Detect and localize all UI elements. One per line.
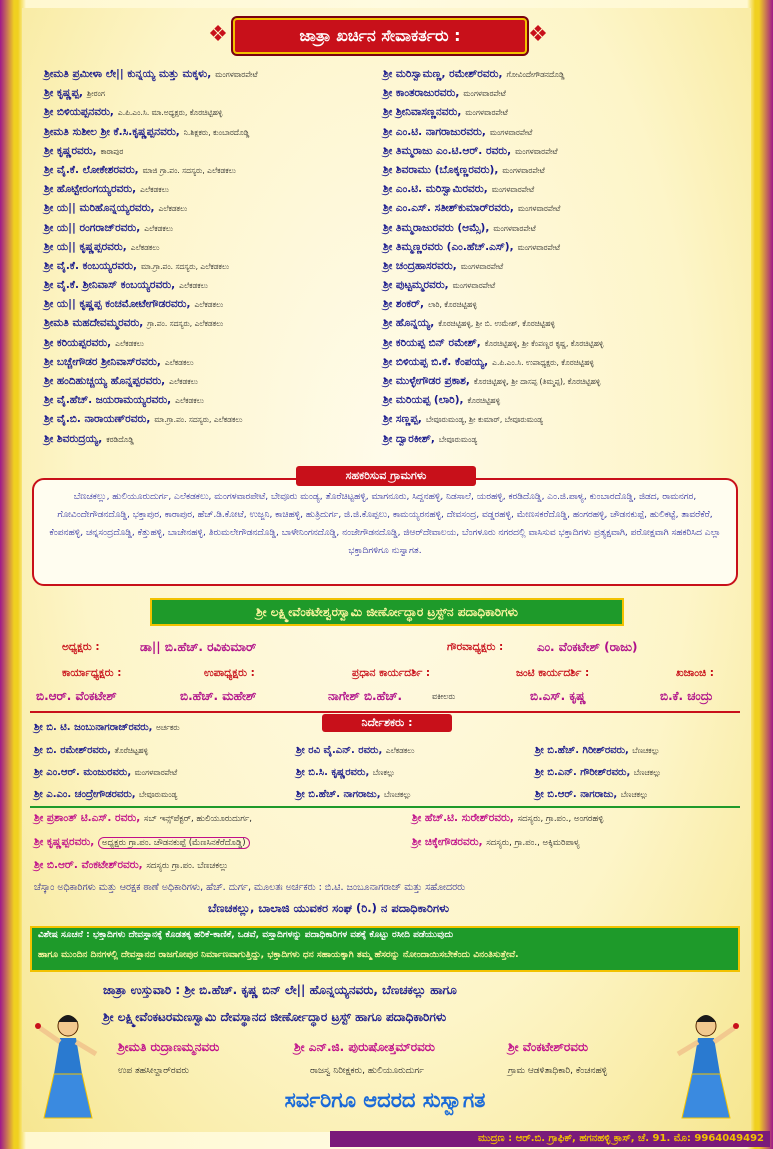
sponsor-name: ಶ್ರೀ ಕರಿಯಪ್ಪರವರು,: [44, 336, 112, 349]
trust-title: ಶ್ರೀ ಲಕ್ಷ್ಮೀವೆಂಕಟೇಶ್ವರಸ್ವಾಮಿ ಜೀರ್ಣೋದ್ಧಾರ ಟ್ರಸ್ಟ್‌ನ ಪದಾಧಿಕಾರಿಗಳು: [150, 598, 624, 626]
youth-association-line: ಬೆಣಚಕಲ್ಲು, ಬಾಲಾಜಿ ಯುವಕರ ಸಂಘ (ರಿ.) ನ ಪದಾಧಿಕಾರಿಗಳು: [208, 901, 450, 915]
guest-name: ಶ್ರೀ ವೆಂಕಟೇಶ್‌ರವರು: [508, 1040, 589, 1054]
exec-president-label: ಕಾರ್ಯಾಧ್ಯಕ್ಷರು :: [62, 667, 122, 679]
sponsor-name: ಶ್ರೀ ಶ್ರೀನಿವಾಸಣ್ಣನವರು,: [383, 106, 462, 119]
director-item: ಶ್ರೀ ಎ.ಎಂ. ಚಂದ್ರೇಗೌಡರವರು, ಬೇವೂರುಮಂಡ್ಯ: [34, 789, 178, 800]
joint-secretary-label: ಜಂಟಿ ಕಾರ್ಯದರ್ಶಿ :: [516, 667, 590, 679]
sponsor-row: [44, 375, 258, 394]
director-item: ಶ್ರೀ ಬಿ.ಆರ್. ನಾಗರಾಜು, ಬೆಣಚಕಲ್ಲು: [535, 789, 649, 800]
sponsor-location: ಮಾ.ಗ್ರಾ.ಪಂ. ಸದಸ್ಯರು, ಎಲೆಕಡಕಲು: [140, 261, 230, 271]
hon-president-name: ಎಂ. ವೆಂಕಟೇಶ್ (ರಾಜು): [537, 640, 638, 654]
director-item: ಶ್ರೀ ರವಿ ವೈ.ಎನ್. ರವರು, ಎಲೆಕಡಕಲು: [296, 745, 415, 756]
sponsor-name: ಶ್ರೀ ಚಂದ್ರಹಾಸರವರು,: [383, 259, 457, 272]
sponsor-location: ಎಲೆಕಡಕಲು: [144, 223, 173, 233]
sponsor-location: ಕೊರಚಿಟ್ಟಿಹಳ್ಳಿ: [467, 396, 501, 406]
sponsor-location: ಎಲೆಕಡಕಲು: [140, 185, 169, 195]
sponsor-row: [383, 394, 603, 413]
dancer-left-icon: [26, 1008, 106, 1124]
sponsor-row: [44, 68, 258, 87]
sponsor-name: ಶ್ರೀ ಎಂ.ಟಿ. ಮರಿಸ್ವಾಮಿರವರು,: [383, 183, 488, 196]
hon-president-label: ಗೌರವಾಧ್ಯಕ್ಷರು :: [447, 641, 504, 653]
sponsor-name: ಶ್ರೀ ಬಿಳಿಯಪ್ಪ ಬಿ.ಕೆ. ಕೆಂಪಯ್ಯ,: [383, 355, 489, 368]
director-item: ಶ್ರೀ ಬಿ.ಸಿ. ಕೃಷ್ಣರವರು, ಬೆಣಕಲ್ಲು: [296, 767, 395, 778]
sponsor-location: ಗ್ರಾ.ಪಂ. ಸದಸ್ಯರು, ಎಲೆಕಡಕಲು: [147, 319, 224, 329]
sponsor-location: ಮಂಗಳವಾರಪೇಟೆ: [465, 108, 508, 118]
sponsor-row: [44, 317, 258, 336]
sponsor-name: ಶ್ರೀ ಎಂ.ಟಿ. ನಾಗರಾಜುರವರು,: [383, 125, 486, 138]
sponsor-location: ಎಲೆಕಡಕಲು: [179, 281, 208, 291]
treasurer-name: ಬಿ.ಕೆ. ಚಂದ್ರು: [660, 689, 713, 703]
sponsor-row: [383, 337, 603, 356]
sponsor-location: ಗೋವಿಂದೇಗೌಡನದೊಡ್ಡಿ: [506, 70, 565, 79]
sponsor-name: ಶ್ರೀ ಮುಳ್ಳೇಗೌಡರ ಪ್ರಕಾಶ,: [383, 375, 470, 387]
sponsor-row: [383, 202, 603, 221]
sponsor-location: ಮಂಗಳವಾರಪೇಟೆ: [452, 281, 496, 291]
sponsors-right-column: [383, 68, 603, 452]
sponsor-row: [383, 222, 603, 241]
ornament-left-icon: ❖: [208, 22, 228, 47]
sponsor-row: [44, 183, 258, 202]
dancer-right-icon: [668, 1008, 748, 1124]
sponsor-row: [44, 164, 258, 183]
sponsor-row: [383, 145, 603, 164]
vice-president-label: ಉಪಾಧ್ಯಕ್ಷರು :: [204, 667, 255, 679]
sponsor-row: [383, 87, 603, 106]
sponsor-name: ಶ್ರೀ ತಿಮ್ಮರಾಜು ಎಂ.ಟಿ.ಆರ್. ರವರು,: [383, 144, 512, 157]
sponsor-name: ಶ್ರೀ ಕಾಂತರಾಜುರವರು,: [383, 87, 460, 100]
director-item: ಶ್ರೀ ಬಿ.ಹೆಚ್. ಗಿರೀಶ್‌ರವರು, ಬೆಣಚಕಲ್ಲು: [535, 745, 660, 756]
sponsor-location: ಕರಡಿದೊಡ್ಡಿ: [106, 434, 134, 444]
sponsor-location: ಮಂಗಳವಾರಪೇಟೆ: [460, 261, 504, 271]
guest-role: ಉಪ ತಹಸೀಲ್ದಾರ್‌ರವರು: [118, 1066, 190, 1076]
guest-role: ಗ್ರಾಮ ಆಡಳಿತಾಧಿಕಾರಿ, ಕೆಂಚನಹಳ್ಳಿ: [508, 1066, 608, 1076]
divider: [30, 711, 740, 713]
sponsor-location: ಮಂಗಳವಾರಪೇಟೆ: [491, 185, 535, 195]
villages-title: ಸಹಕರಿಸುವ ಗ್ರಾಮಗಳು: [296, 466, 476, 486]
sponsor-location: ಕೊರಚಿಟ್ಟಿಹಳ್ಳಿ, ಶ್ರೀ ಬಿ. ಉಮೇಶ್, ಕೊರಚಿಟ್ಟಿಹಳ್ಳಿ: [438, 319, 555, 329]
sponsor-location: ಮಂಗಳವಾರಪೇಟೆ: [515, 146, 558, 156]
sponsor-name: ಶ್ರೀ ಮರಿಸ್ವಾಮಣ್ಣ, ರಮೇಶ್‌ರವರು,: [383, 68, 503, 80]
sponsor-name: ಶ್ರೀ ಶಿವರುದ್ರಯ್ಯ,: [44, 432, 103, 445]
sponsor-name: ಶ್ರೀ ಕರಿಯಪ್ಪ ಬಿನ್ ರಮೇಶ್,: [383, 336, 481, 349]
sponsor-row: [383, 106, 603, 125]
organizer-line-2: ಶ್ರೀ ಲಕ್ಷ್ಮೀವೆಂಕಟರಮಣಸ್ವಾಮಿ ದೇವಸ್ಥಾನದ ಜೀರ್ಣೋದ್ಧಾರ ಟ್ರಸ್ಟ್ ಹಾಗೂ ಪದಾಧಿಕಾರಿಗಳು: [103, 1010, 447, 1024]
sponsor-row: [383, 375, 603, 394]
gen-secretary-note: ವಕೀಲರು: [432, 692, 456, 701]
sponsor-name: ಶ್ರೀಮತಿ ಪ್ರಮೀಳಾ ಲೇ|| ಕುನ್ನಯ್ಯ ಮತ್ತು ಮಕ್ಕಳು,: [44, 68, 212, 80]
sponsor-location: ಎ.ಪಿ.ಎಂ.ಸಿ. ಮಾ.ಅಧ್ಯಕ್ಷರು, ಕೊರಚಿಟ್ಟಿಹಳ್ಳಿ: [117, 108, 223, 118]
sponsor-location: ಮಂಗಳವಾರಪೇಟೆ: [493, 223, 536, 233]
sponsor-location: ಮಂಗಳವಾರಪೇಟೆ: [215, 70, 258, 79]
sponsor-row: [44, 222, 258, 241]
sponsors-left-column: [44, 68, 258, 452]
director-item: ಶ್ರೀ ಬಿ.ಎನ್. ಗೌರೀಶ್‌ರವರು, ಬೆಣಚಕಲ್ಲು: [535, 767, 662, 778]
gen-secretary-name: ನಾಗೇಶ್ ಬಿ.ಹೆಚ್.: [328, 689, 403, 703]
sponsor-location: ಕೊರಚಿಟ್ಟಿಹಳ್ಳಿ, ಶ್ರೀ ಕೆಂಪಣ್ಣರ ಕೃಷ್ಣ, ಕೊರಚಿಟ್ಟಿಹಳ್ಳಿ: [484, 338, 604, 348]
notice-line-2: ಹಾಗೂ ಮುಂದಿನ ದಿನಗಳಲ್ಲಿ ದೇವಸ್ಥಾನದ ರಾಜಗೋಪುರ ನಿರ್ಮಾಣವಾಗುತ್ತಿದ್ದು, ಭಕ್ತಾದಿಗಳು ಧನ ಸಹಾಯಕ್ಕಾಗಿ ತಮ್ಮ ಹೆಸರನ್ನು ನೋಂದಾಯಿಸಬೇಕೆಂದು ವಿನಂತಿಸುತ್ತೇವೆ.: [38, 950, 519, 960]
sponsor-location: ಕೊರಚಿಟ್ಟಿಹಳ್ಳಿ, ಶ್ರೀ ದಾಸಪ್ಪ (ತಿಮ್ಮಪ್ಪ), ಕೊರಚಿಟ್ಟಿಹಳ್ಳಿ: [473, 377, 601, 386]
director-item: ಶ್ರೀ ಬಿ. ರಮೇಶ್‌ರವರು, ತೊರೆಚಿಟ್ಟಹಳ್ಳಿ: [34, 745, 149, 756]
sponsor-name: ಶ್ರೀ ಹೊಟ್ಟೇರಂಗಯ್ಯರವರು,: [44, 183, 137, 196]
sponsor-row: [383, 298, 603, 317]
sponsor-row: [44, 337, 258, 356]
sponsor-name: ಶ್ರೀ ವೈ.ಬಿ. ನಾರಾಯಣ್‌ರವರು,: [44, 413, 151, 426]
sponsor-name: ಶ್ರೀ ತಿಮ್ಮರಾಜುರವರು (ಆಮ್ಸೆ),: [383, 221, 490, 234]
sponsor-name: ಶ್ರೀ ಯ|| ರಂಗರಾಜ್‌ರವರು,: [44, 221, 141, 234]
sponsor-name: ಶ್ರೀ ವೈ.ಹೆಚ್. ಜಯರಾಮಯ್ಯರವರು,: [44, 394, 172, 407]
sponsor-name: ಶ್ರೀ ಪುಟ್ಟಮ್ಮರವರು,: [383, 279, 449, 292]
sponsor-row: [44, 394, 258, 413]
sponsor-location: ಮಂಗಳವಾರಪೇಟೆ: [517, 242, 561, 252]
sponsor-row: [383, 317, 603, 336]
sponsor-name: ಶ್ರೀ ವೈ.ಕೆ. ಲೋಕೇಶರವರು,: [44, 163, 139, 176]
sponsor-row: [44, 356, 258, 375]
director-item: ಶ್ರೀ ಬಿ. ಟಿ. ಜಂಬುನಾಗರಾಜ್‌ರವರು, ಅರ್ಚಕರು: [34, 722, 180, 733]
official-item: ಶ್ರೀ ಹೆಚ್.ಟಿ. ಸುರೇಶ್‌ರವರು, ಸದಸ್ಯರು, ಗ್ರಾ.ಪಂ., ಅಂಗರಹಳ್ಳಿ: [412, 812, 604, 824]
sponsor-row: [383, 413, 603, 432]
sponsor-row: [383, 126, 603, 145]
sponsor-row: [44, 106, 258, 125]
organizer-line-1: ಜಾತ್ರಾ ಉಸ್ತುವಾರಿ : ಶ್ರೀ ಬಿ.ಹೆಚ್. ಕೃಷ್ಣ ಬಿನ್ ಲೇ|| ಹೊನ್ನಯ್ಯನವರು, ಬೆಣಚಕಲ್ಲು ಹಾಗೂ: [103, 983, 457, 997]
sponsor-row: [44, 126, 258, 145]
sponsor-name: ಶ್ರೀ ಯ|| ಕೃಷ್ಣಪ್ಪರವರು,: [44, 240, 127, 253]
sponsor-name: ಶ್ರೀ ವೈ.ಕೆ. ಶ್ರೀನಿವಾಸ್ ಕಂಬಯ್ಯರವರು,: [44, 279, 176, 292]
sponsor-row: [44, 87, 258, 106]
director-item: ಶ್ರೀ ಎಂ.ಆರ್. ಮಂಜುರವರು, ಮಂಗಳವಾರಪೇಟೆ: [34, 767, 178, 778]
president-label: ಅಧ್ಯಕ್ಷರು :: [62, 641, 100, 653]
sponsor-row: [44, 279, 258, 298]
sponsor-location: ಮಂಗಳವಾರಪೇಟೆ: [463, 89, 506, 99]
treasurer-label: ಖಜಾಂಚಿ :: [676, 667, 714, 679]
sponsor-location: ಎಲೆಕಡಕಲು: [158, 204, 188, 214]
vice-president-name: ಬಿ.ಹೆಚ್. ಮಹೇಶ್: [180, 689, 257, 703]
sponsor-location: ಕಾರಾಪುರ: [100, 146, 124, 156]
sponsor-location: ಮಾಜಿ ಗ್ರಾ.ಪಂ. ಸದಸ್ಯರು, ಎಲೆಕಡಕಲು: [142, 165, 236, 175]
sponsor-location: ಮಂಗಳವಾರಪೇಟೆ: [517, 204, 561, 214]
sponsor-name: ಶ್ರೀ ಮರಿಯಪ್ಪ (ಲಾರಿ),: [383, 394, 464, 407]
sponsor-name: ಶ್ರೀ ಬಚ್ಚೇಗೌಡರ ಶ್ರೀನಿವಾಸ್‌ರವರು,: [44, 355, 161, 368]
welcome-text: ಸರ್ವರಿಗೂ ಆದರದ ಸುಸ್ವಾಗತ: [284, 1088, 486, 1112]
sponsor-row: [383, 241, 603, 260]
sponsor-row: [44, 298, 258, 317]
sponsor-name: ಶ್ರೀ ಸಣ್ಣಪ್ಪ,: [383, 413, 422, 426]
sponsor-location: ಬೇವೂರುಮಂಡ್ಯ, ಶ್ರೀ ಕುಮಾರ್, ಬೇವೂರುಮಂಡ್ಯ: [425, 415, 543, 425]
sponsor-row: [44, 433, 258, 452]
sponsor-name: ಶ್ರೀ ಹೊನ್ನಯ್ಯ,: [383, 317, 435, 330]
sponsor-location: ಎಲೆಕಡಕಲು: [169, 377, 198, 386]
sponsor-location: ಮಂಗಳವಾರಪೇಟೆ: [489, 127, 533, 137]
sponsor-name: ಶ್ರೀ ಶಂಕರ್,: [383, 298, 424, 311]
sponsor-row: [383, 433, 603, 452]
sponsor-location: ಮಂಗಳವಾರಪೇಟೆ: [502, 165, 545, 175]
staff-line: ಚೆಸ್ಕಾಂ ಅಧಿಕಾರಿಗಳು ಮತ್ತು ಆರಕ್ಷಕ ಠಾಣೆ ಅಧಿಕಾರಿಗಳು, ಹೆಚ್. ದುರ್ಗ, ಮೂಲತಃ ಅರ್ಚಕರು : ಬಿ.ಟಿ. ಜಂಬೂನಾಗರಾಜ್ ಮತ್ತು ಸಹೋದರರು: [34, 882, 466, 893]
sponsor-name: ಶ್ರೀ ಎಂ.ಎಸ್. ಸತೀಶ್‌ಕುಮಾರ್‌ರವರು,: [383, 202, 514, 215]
joint-secretary-name: ಬಿ.ಎಸ್. ಕೃಷ್ಣ: [530, 689, 586, 703]
sponsor-row: [383, 356, 603, 375]
sponsor-location: ನಿ.ಶಿಕ್ಷಕರು, ಕುಂಬಾರದೊಡ್ಡಿ: [183, 127, 250, 137]
villages-box: [32, 478, 738, 586]
sponsor-name: ಶ್ರೀ ದ್ವಾರಕೀಶ್,: [383, 432, 435, 445]
printer-credit: ಮುದ್ರಣ : ಆರ್.ಬಿ. ಗ್ರಾಫಿಕ್, ಹಗನಹಳ್ಳಿ ಕ್ರಾಸ್, ಚೆ. 91. ಮೊ: 9964049492: [330, 1131, 770, 1147]
sponsor-name: ಶ್ರೀ ವೈ.ಕೆ. ಕಂಬಯ್ಯರವರು,: [44, 259, 137, 272]
sponsor-location: ಎಲೆಕಡಕಲು: [130, 242, 160, 252]
sponsor-row: [44, 241, 258, 260]
official-item: ಶ್ರೀ ಪ್ರಶಾಂತ್ ಟಿ.ಎಸ್. ರವರು, ಸಬ್ ಇನ್ಸ್‌ಪೆಕ್ಟರ್, ಹುಲಿಯೂರುದುರ್ಗ,: [34, 812, 252, 824]
sponsor-location: ಎಲೆಕಡಕಲು: [164, 357, 194, 367]
sponsor-row: [44, 413, 258, 432]
sponsor-location: ಎಲೆಕಡಕಲು: [175, 396, 204, 406]
sponsor-name: ಶ್ರೀಮತಿ ಮಹದೇವಮ್ಮರವರು,: [44, 317, 144, 330]
sponsor-location: ಎಲೆಕಡಕಲು: [194, 300, 224, 310]
villages-text: ಬೆಣಚಕಲ್ಲು, ಹುಲಿಯೂರುದುರ್ಗ, ಎಲೆಕಡಕಲು, ಮಂಗಳವಾರಪೇಟೆ, ಬೇವೂರು ಮಂಡ್ಯ, ತೊರೆಚಿಟ್ಟಹಳ್ಳಿ, ಮಾಗನೂರು, ಸಿದ್ದನಹಳ್ಳಿ, ನಿಡಸಾಲೆ, ಯರಹಳ್ಳಿ, ಕರಡಿದೊಡ್ಡಿ, ಎಂ.ಜಿ.ಪಾಳ್ಯ, ಕುಂಬಾರದೊಡ್ಡಿ, ಜಿಡದ, ರಾಮನಗರ, ಗೋವಿಂದೇಗೌಡನದೊಡ್ಡಿ, ಭಕ್ತಾಪುರ, ಕಾರಾಪುರ, ಹೆಚ್.ಡಿ.ಕೋಟೆ, ಉಜ್ಜನಿ, ಕಾಚಿಹಳ್ಳಿ, ಹುತ್ರಿದುರ್ಗ, ಜಿ.ಜಿ.ಕೊಪ್ಪಲು, ಕಾಮಯ್ಯರನಹಳ್ಳಿ, ದೇವಸಂದ್ರ, ವಡ್ಡರಹಳ್ಳಿ, ಮೇಣಸಕರೆದೊಡ್ಡಿ, ಹಂಗರಹಳ್ಳಿ, ಚೌಡನಕುಪ್ಪೆ, ಹುಲಿಕಟ್ಟೆ, ತಾವರೆಕೆರೆ, ಕೆಂಪನಹಳ್ಳಿ, ಚನ್ನಸಂದ್ರದೊಡ್ಡಿ, ಕೆತ್ತುಹಳ್ಳಿ, ಬಾಚೇನಹಳ್ಳಿ, ತಿರುಮಲೇಗೌಡನದೊಡ್ಡಿ, ಬಾಳೇನಿಂಗನದೊಡ್ಡಿ, ನಂಜೇಗೌಡನದೊಡ್ಡಿ, ಜಿಆರ್‌ದೇವಾಲಯ, ಬೆಂಗಳೂರು ನಗರದಲ್ಲಿ ವಾಸಿಸುವ ಭಕ್ತಾದಿಗಳು ಪ್ರತ್ಯಕ್ಷವಾಗಿ, ಪರೋಕ್ಷವಾಗಿ ಸಹಕರಿಸಿದ ಎಲ್ಲಾ ಭಕ್ತಾದಿಗಳಿಗೂ ನುಸ್ವಾಗತ.: [49, 492, 721, 556]
sponsor-location: ಶ್ರೀರಂಗ: [87, 89, 105, 99]
sponsor-row: [383, 68, 603, 87]
sponsor-name: ಶ್ರೀ ಕೃಷ್ಣರವರು,: [44, 144, 97, 157]
president-name: ಡಾ|| ಬಿ.ಹೆಚ್. ರವಿಕುಮಾರ್: [140, 640, 257, 654]
page-title: ಜಾತ್ರಾ ಖರ್ಚಿನ ಸೇವಾಕರ್ತರು :: [233, 18, 527, 54]
sponsor-row: [44, 145, 258, 164]
exec-president-name: ಬಿ.ಆರ್. ವೆಂಕಟೇಶ್: [36, 689, 117, 703]
sponsor-name: ಶ್ರೀಮತಿ ಸುಶೀಲ ಶ್ರೀ ಕೆ.ಸಿ.ಕೃಷ್ಣಪ್ಪನವರು,: [44, 125, 180, 138]
divider: [30, 806, 740, 808]
sponsor-name: ಶ್ರೀ ಯ|| ಕೃಷ್ಣಪ್ಪ ಕಂಚಮೋಟೇಗೌಡರವರು,: [44, 298, 191, 311]
sponsor-row: [44, 260, 258, 279]
official-item: ಶ್ರೀ ಚಿಕ್ಕೇಗೌಡರವರು, ಸದಸ್ಯರು, ಗ್ರಾ.ಪಂ., ಅಕ್ಕಿಮರಿಪಾಳ್ಯ: [412, 836, 580, 848]
guest-role: ರಾಜಸ್ವ ನಿರೀಕ್ಷಕರು, ಹುಲಿಯೂರುದುರ್ಗ: [310, 1066, 424, 1076]
sponsor-row: [44, 202, 258, 221]
director-item: ಶ್ರೀ ಬಿ.ಹೆಚ್. ನಾಗರಾಜು, ಬೆಣಚಕಲ್ಲು: [296, 789, 412, 800]
sponsor-location: ಮಾ.ಗ್ರಾ.ಪಂ. ಸದಸ್ಯರು, ಎಲೆಕಡಕಲು: [154, 415, 243, 425]
sponsor-location: ಎಲೆಕಡಕಲು: [115, 338, 144, 348]
sponsor-row: [383, 164, 603, 183]
sponsor-name: ಶ್ರೀ ಬಿಳಿಯಪ್ಪನವರು,: [44, 106, 114, 119]
sponsor-row: [383, 183, 603, 202]
sponsor-location: ಎ.ಪಿ.ಎಂ.ಸಿ. ಉಪಾಧ್ಯಕ್ಷರು, ಕೊರಚಿಟ್ಟಿಹಳ್ಳಿ: [492, 357, 594, 367]
sponsor-location: ಬೇವೂರುಮಂಡ್ಯ: [438, 434, 478, 444]
notice-line-1: ವಿಶೇಷ ಸೂಚನೆ : ಭಕ್ತಾದಿಗಳು ದೇವಸ್ಥಾನಕ್ಕೆ ಕೊಡತಕ್ಕ ಹರಿಕೆ-ಕಾಣಿಕೆ, ಒಡವೆ, ವಸ್ತ್ರಾದಿಗಳನ್ನು ಪದಾಧಿಕಾರಿಗಳ ವಶಕ್ಕೆ ಕೊಟ್ಟು ರಸೀದಿ ಪಡೆಯುವುದು: [38, 930, 454, 940]
sponsor-name: ಶ್ರೀ ಹಂದಿಹುಚ್ಚಯ್ಯ ಹೊನ್ನಪ್ಪರವರು,: [44, 375, 166, 387]
sponsor-name: ಶ್ರೀ ಯ|| ಮರಿಹೊನ್ನಯ್ಯರವರು,: [44, 202, 155, 215]
directors-title: ನಿರ್ದೇಶಕರು :: [322, 714, 452, 732]
gen-secretary-label: ಪ್ರಧಾನ ಕಾರ್ಯದರ್ಶಿ :: [352, 667, 431, 679]
sponsor-name: ಶ್ರೀ ಶಿವರಾಮು (ಬೊಕ್ಕಣ್ಣರವರು),: [383, 163, 499, 176]
official-item: ಶ್ರೀ ಕೃಷ್ಣಪ್ಪರವರು, ಅಧ್ಯಕ್ಷರು ಗ್ರಾ.ಪಂ. ಚೌಡನಕುಪ್ಪೆ (ಮೆಣಸಿನಕೆರೆದೊಡ್ಡಿ): [34, 836, 250, 849]
sponsor-row: [383, 260, 603, 279]
official-item: ಶ್ರೀ ಬಿ.ಆರ್. ವೆಂಕಟೇಶ್‌ರವರು, ಸದಸ್ಯರು ಗ್ರಾ.ಪಂ. ಬೆಣಚಕಲ್ಲು: [34, 859, 229, 871]
sponsor-name: ಶ್ರೀ ತಿಮ್ಮಣ್ಣರವರು (ಎಂ.ಹೆಚ್.ಎಸ್),: [383, 240, 514, 253]
sponsor-row: [383, 279, 603, 298]
sponsor-location: ಲಾರಿ, ಕೊರಚಿಟ್ಟಿಹಳ್ಳಿ: [427, 300, 477, 310]
guest-name: ಶ್ರೀಮತಿ ರುದ್ರಾಣಮ್ಮನವರು: [118, 1040, 220, 1054]
guest-name: ಶ್ರೀ ಎನ್.ಜಿ. ಪುರುಷೋತ್ತಮ್‌ರವರು: [294, 1040, 435, 1054]
ornament-right-icon: ❖: [528, 22, 548, 47]
sponsor-name: ಶ್ರೀ ಕೃಷ್ಣಪ್ಪ,: [44, 87, 83, 100]
